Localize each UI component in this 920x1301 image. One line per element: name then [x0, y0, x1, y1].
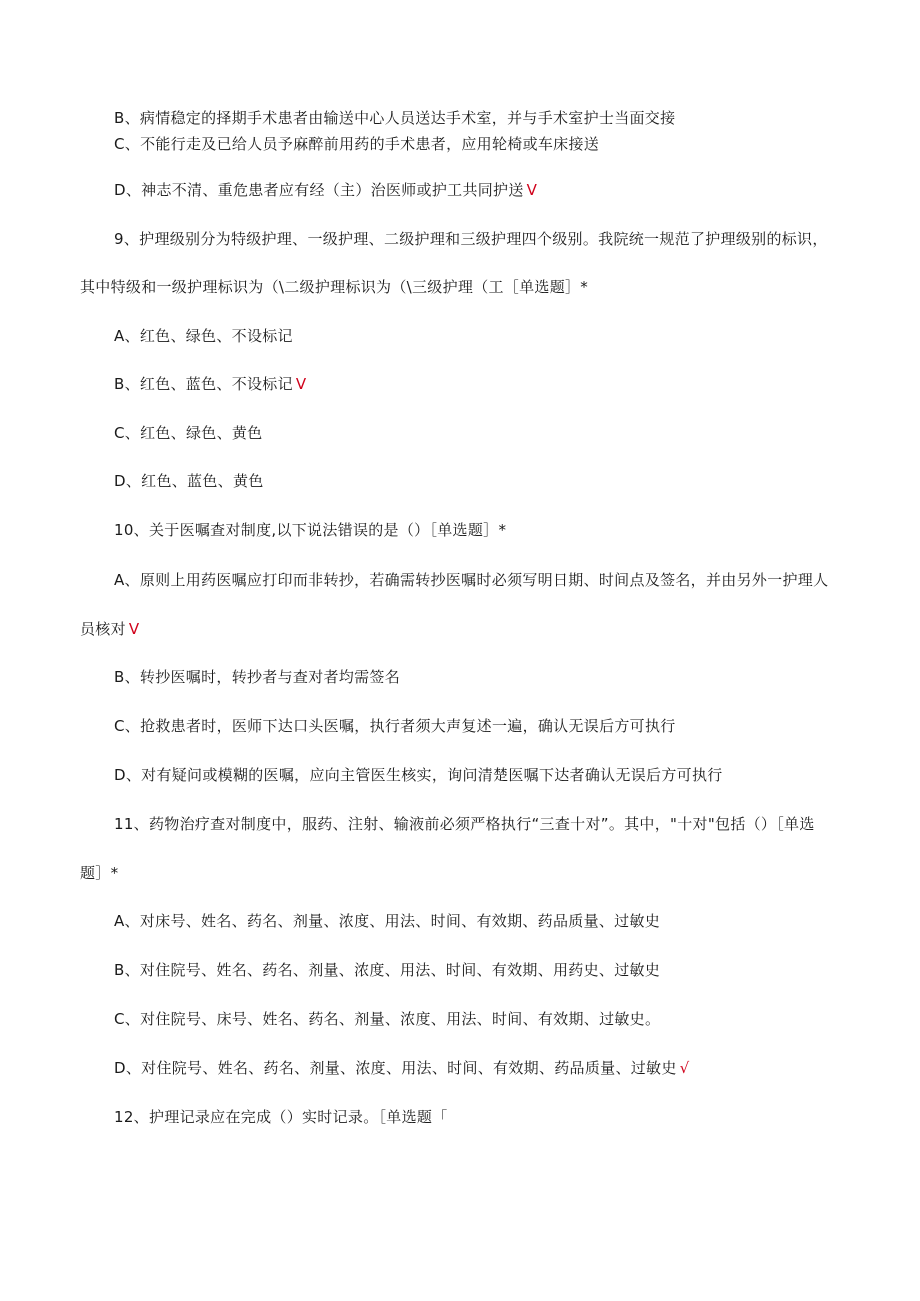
option-11b [114, 960, 663, 980]
option-text: C、抢救患者时，医师下达口头医嘱，执行者须大声复述一遍，确认无误后方可执行 [114, 717, 676, 735]
option-10b [114, 667, 403, 687]
question-text: 其中特级和一级护理标识为（\二级护理标识为（\三级护理（工［单选题］* [80, 278, 589, 296]
option-text: B、病情稳定的择期手术患者由输送中心人员送达手术室，并与手术室护士当面交接 [114, 109, 676, 127]
option-text: A、原则上用药医嘱应打印而非转抄，若确需转抄医嘱时必须写明日期、时间点及签名，并由另外一护理人 [114, 571, 829, 589]
question-text: 题］* [80, 864, 119, 882]
question-11 [114, 814, 818, 834]
option-text: A、对床号、姓名、药名、剂量、浓度、用法、时间、有效期、药品质量、过敏史 [114, 912, 661, 930]
option-text: B、对住院号、姓名、药名、剂量、浓度、用法、时间、有效期、用药史、过敏史 [114, 961, 661, 979]
option-10c [114, 716, 679, 736]
question-9 [114, 229, 831, 249]
option-11a [114, 911, 663, 931]
option-text: 员核对 [80, 620, 126, 638]
option-8c [114, 134, 602, 154]
question-10 [114, 520, 509, 540]
option-text: C、不能行走及已给人员予麻醉前用药的手术患者，应用轮椅或车床接送 [114, 135, 600, 153]
option-10a [114, 570, 831, 590]
option-11d [114, 1058, 690, 1078]
question-text: 9、护理级别分为特级护理、一级护理、二级护理和三级护理四个级别。我院统一规范了护理级别的标识， [114, 230, 828, 248]
question-12 [114, 1107, 451, 1127]
question-11-continued [80, 863, 121, 883]
option-11c [114, 1009, 663, 1029]
option-10a-continued [80, 619, 139, 639]
option-9b [114, 374, 306, 394]
option-text: C、红色、绿色、黄色 [114, 424, 263, 442]
answer-mark: V [128, 620, 140, 638]
answer-mark: √ [679, 1059, 690, 1077]
option-text: D、红色、蓝色、黄色 [114, 472, 264, 490]
option-8b [114, 108, 678, 128]
option-text: D、神志不清、重危患者应有经（主）治医师或护工共同护送 [114, 181, 524, 199]
option-text: D、对住院号、姓名、药名、剂量、浓度、用法、时间、有效期、药品质量、过敏史 [114, 1059, 677, 1077]
option-9c [114, 423, 265, 443]
question-text: 10、关于医嘱查对制度,以下说法错误的是（）［单选题］* [114, 521, 507, 539]
option-9a [114, 326, 296, 346]
answer-mark: V [526, 181, 538, 199]
option-text: D、对有疑问或模糊的医嘱，应向主管医生核实，询问清楚医嘱下达者确认无误后方可执行 [114, 766, 723, 784]
option-10d [114, 765, 726, 785]
question-text: 11、药物治疗查对制度中，服药、注射、输液前必须严格执行“三查十对”。其中，"十对"包括（）［单选 [114, 815, 815, 833]
option-8d [114, 180, 537, 200]
option-text: B、转抄医嘱时，转抄者与查对者均需签名 [114, 668, 400, 686]
question-9-continued [80, 277, 591, 297]
option-text: A、红色、绿色、不设标记 [114, 327, 293, 345]
option-text: B、红色、蓝色、不设标记 [114, 375, 293, 393]
question-text: 12、护理记录应在完成（）实时记录。［单选题「 [114, 1108, 448, 1126]
option-9d [114, 471, 267, 491]
answer-mark: V [295, 375, 307, 393]
option-text: C、对住院号、床号、姓名、药名、剂量、浓度、用法、时间、有效期、过敏史。 [114, 1010, 661, 1028]
